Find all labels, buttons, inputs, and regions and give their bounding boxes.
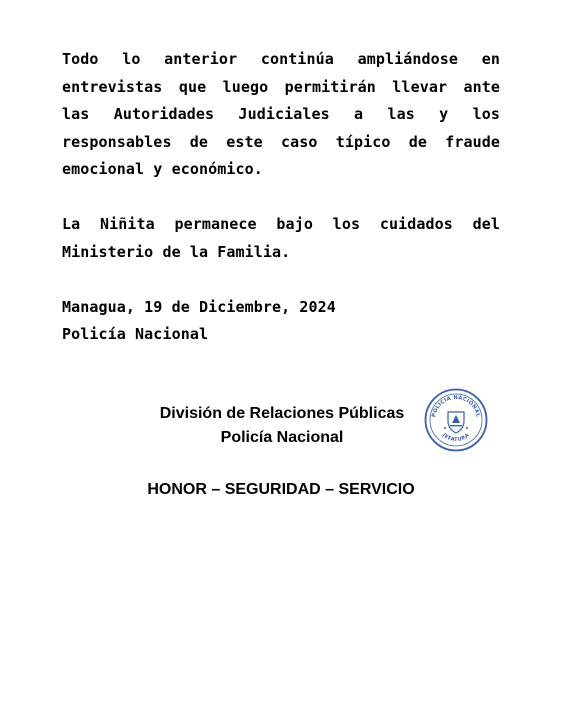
division-org: Policía Nacional xyxy=(220,429,344,446)
dateline: Managua, 19 de Diciembre, 2024 xyxy=(62,298,336,316)
seal-icon xyxy=(424,388,488,452)
seal-bottom-text: JEFATURA xyxy=(441,432,471,444)
seal-top-text: POLICIA NACIONAL xyxy=(431,394,481,418)
police-seal-logo xyxy=(424,388,488,452)
division-block xyxy=(140,402,424,450)
division-name: División de Relaciones Públicas xyxy=(159,405,405,422)
body-paragraph-2: La Niñita permanece bajo los cuidados del Ministerio de la Familia. xyxy=(62,215,500,261)
body-paragraph-1: Todo lo anterior continúa ampliándose en entrevistas que luego permitirán llevar ante las Autoridades Judiciales a las y los responsables de este caso típico de fraude emocional y económico. xyxy=(62,50,500,178)
motto: HONOR – SEGURIDAD – SERVICIO xyxy=(147,481,415,498)
signature: Policía Nacional xyxy=(62,325,209,343)
